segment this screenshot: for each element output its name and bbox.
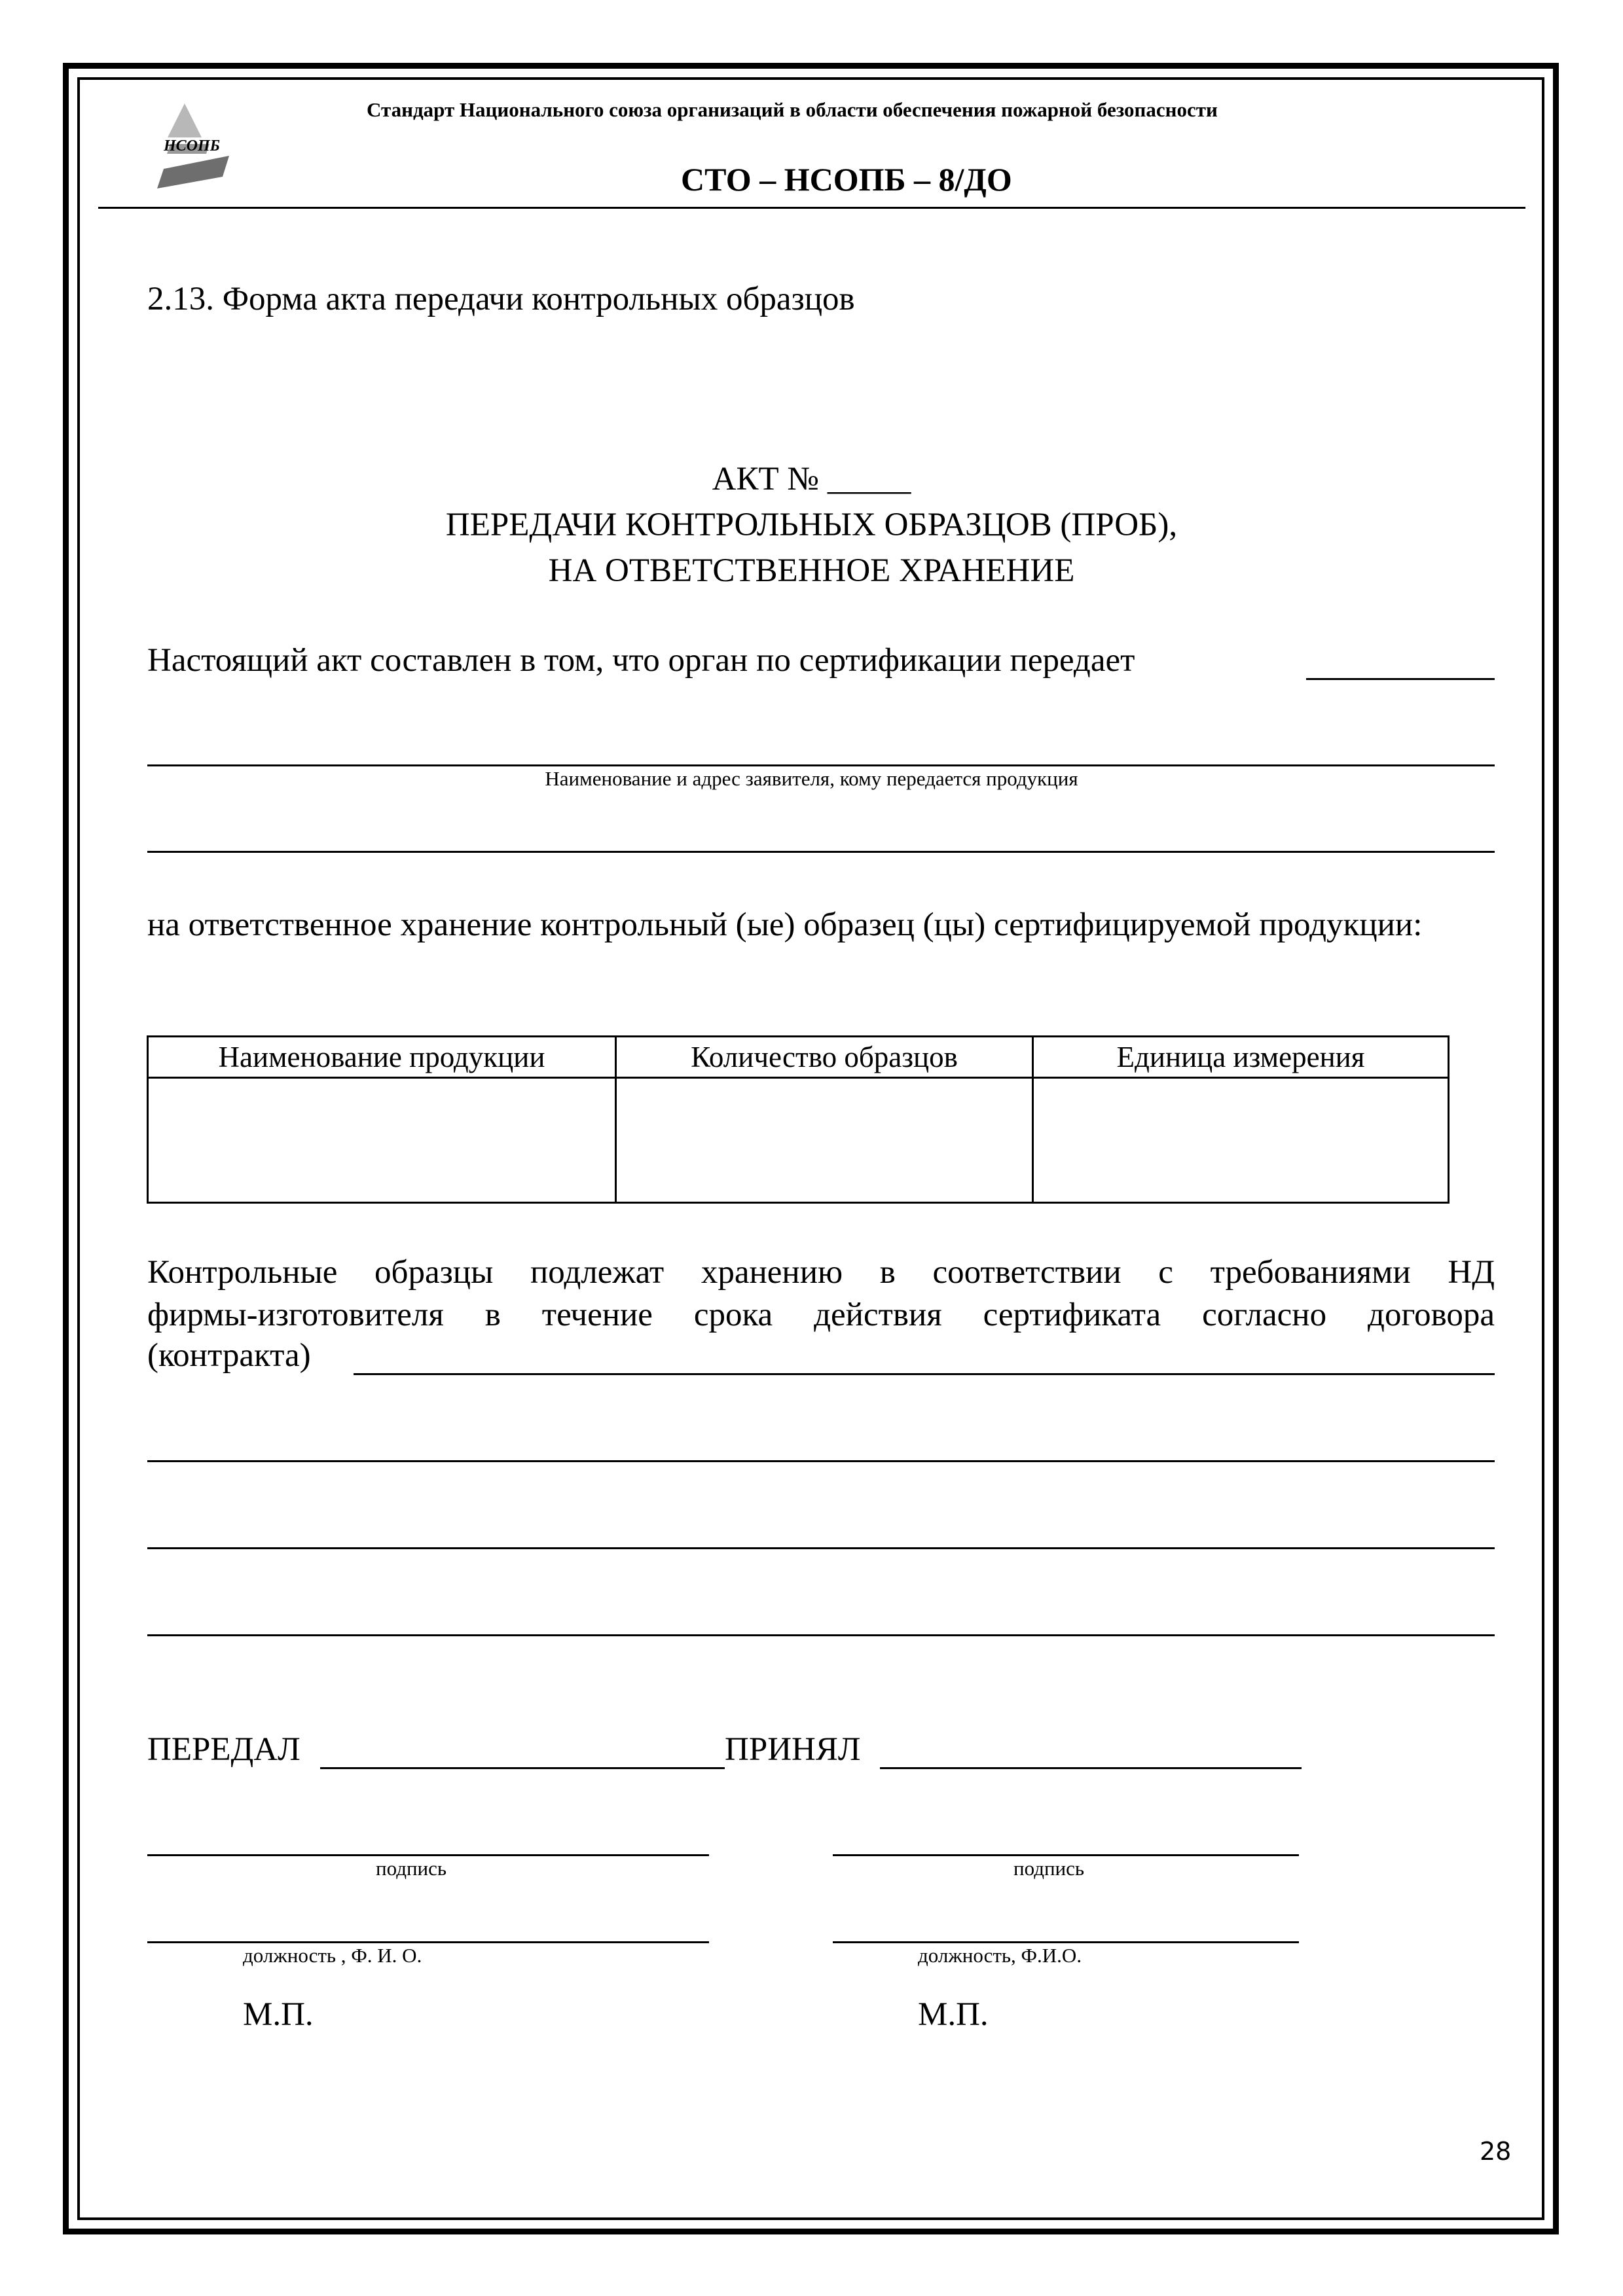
contract-fill-line-4[interactable] xyxy=(147,1634,1495,1636)
table-cell-product-name[interactable] xyxy=(148,1078,616,1203)
intro-text: Настоящий акт составлен в том, что орган по сертификации передает xyxy=(147,642,1135,679)
act-number: АКТ № _____ xyxy=(712,461,911,497)
nsopb-logo xyxy=(144,98,236,190)
storage-paragraph: на ответственное хранение контрольный (ые) образец (цы) сертифицируемой продукции: xyxy=(147,906,1423,943)
position-caption-right: должность, Ф.И.О. xyxy=(918,1944,1082,1967)
table-header-product-name: Наименование продукции xyxy=(148,1037,616,1078)
page-number: 28 xyxy=(1480,2137,1512,2166)
applicant-fill-line-1[interactable] xyxy=(147,764,1495,766)
position-line-left[interactable] xyxy=(147,1941,709,1943)
signature-caption-right: подпись xyxy=(1013,1857,1085,1880)
stamp-label-left: М.П. xyxy=(243,1996,314,2033)
signature-caption-left: подпись xyxy=(376,1857,447,1880)
contract-fill-line-3[interactable] xyxy=(147,1547,1495,1549)
header-rule xyxy=(98,207,1525,209)
act-title-line2: НА ОТВЕТСТВЕННОЕ ХРАНЕНИЕ xyxy=(548,552,1075,589)
signature-line-right[interactable] xyxy=(833,1854,1299,1856)
received-label: ПРИНЯЛ xyxy=(725,1731,861,1768)
position-line-right[interactable] xyxy=(833,1941,1299,1943)
table-cell-unit[interactable] xyxy=(1033,1078,1449,1203)
act-title-line1: ПЕРЕДАЧИ КОНТРОЛЬНЫХ ОБРАЗЦОВ (ПРОБ), xyxy=(445,507,1178,543)
stamp-label-right: М.П. xyxy=(918,1996,989,2033)
position-caption-left: должность , Ф. И. О. xyxy=(243,1944,422,1967)
applicant-caption: Наименование и адрес заявителя, кому передается продукция xyxy=(545,767,1078,790)
transferred-fill-line[interactable] xyxy=(320,1767,725,1769)
signature-line-left[interactable] xyxy=(147,1854,709,1856)
contract-fill-line-1[interactable] xyxy=(354,1373,1495,1375)
table-header-sample-count: Количество образцов xyxy=(615,1037,1032,1078)
table-row xyxy=(148,1078,1449,1203)
storage-terms-line1: Контрольные образцы подлежат хранению в соответствии с требованиями НД xyxy=(147,1254,1495,1291)
logo-text: НСОПБ xyxy=(164,137,220,154)
document-code: СТО – НСОПБ – 8/ДО xyxy=(681,161,1012,198)
contract-fill-line-2[interactable] xyxy=(147,1460,1495,1462)
header-organization: Стандарт Национального союза организаций в области обеспечения пожарной безопасности xyxy=(367,98,1218,121)
section-title: 2.13. Форма акта передачи контрольных образцов xyxy=(147,281,855,317)
recipient-fill-line[interactable] xyxy=(1306,678,1495,680)
table-header-unit: Единица измерения xyxy=(1033,1037,1449,1078)
received-fill-line[interactable] xyxy=(880,1767,1302,1769)
storage-terms-line3: (контракта) xyxy=(147,1337,311,1374)
applicant-fill-line-2[interactable] xyxy=(147,851,1495,853)
product-table xyxy=(147,1035,1450,1204)
table-cell-sample-count[interactable] xyxy=(615,1078,1032,1203)
storage-terms-line2: фирмы-изготовителя в течение срока действия сертификата согласно договора xyxy=(147,1297,1495,1333)
transferred-label: ПЕРЕДАЛ xyxy=(147,1731,301,1768)
